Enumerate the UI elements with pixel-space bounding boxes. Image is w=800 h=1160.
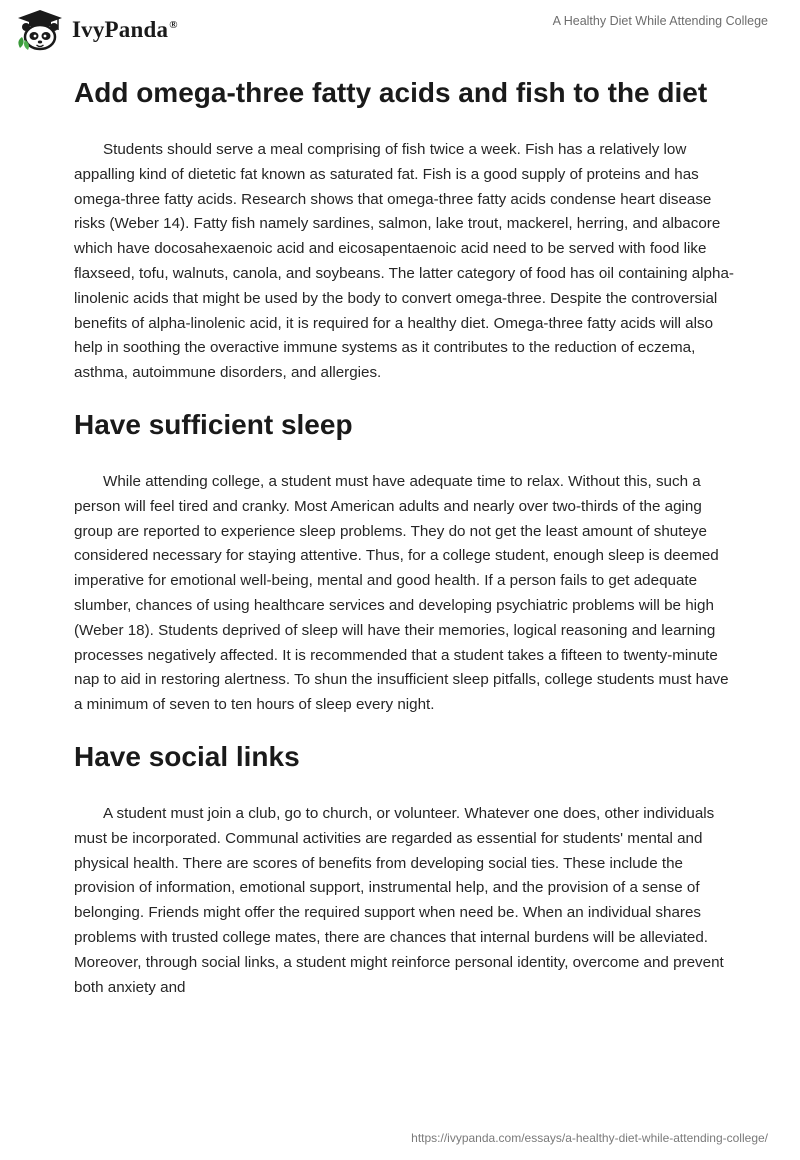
- page-header: [0, 0, 800, 64]
- brand-name: IvyPanda®: [72, 17, 178, 42]
- paragraph-sleep: While attending college, a student must have adequate time to relax. Without this, such a person will feel tired and cranky. Most American adults and nearly over two-thirds of the aging group are reported to experience sleep problems. They do not get the least amount of shuteye considered necessary for staying attentive. Thus, for a college student, enough sleep is deemed imperative for emotional well-being, mental and good health. If a person fails to get adequate slumber, chances of using healthcare services and developing psychiatric problems will be high (Weber 18). Students deprived of sleep will have their memories, logical reasoning and learning processes negatively affected. It is recommended that a student takes a fifteen to twenty-minute nap to aid in restoring alertness. To shun the insufficient sleep pitfalls, college students must have a minimum of seven to ten hours of sleep every night.: [74, 472, 729, 714]
- paragraph-omega-three: Students should serve a meal comprising of fish twice a week. Fish has a relatively low appalling kind of dietetic fat known as saturated fat. Fish is a good supply of proteins and has omega-three fatty acids. Research shows that omega-three fatty acids condense heart disease risks (Weber 14). Fatty fish namely sardines, salmon, lake trout, mackerel, herring, and albacore which have docosahexaenoic acid and eicosapentaenoic acid need to be served with food like flaxseed, tofu, walnuts, canola, and soybeans. The latter category of food has oil containing alpha-linolenic acids that might be used by the body to convert omega-three. Despite the controversial benefits of alpha-linolenic acid, it is required for a healthy diet. Omega-three fatty acids will also help in soothing the overactive immune systems as it contributes to the reduction of eczema, asthma, autoimmune disorders, and allergies.: [74, 141, 734, 382]
- panda-graduate-icon: [14, 8, 66, 52]
- document-title: A Healthy Diet While Attending College: [552, 14, 768, 28]
- section-heading-omega-three: Add omega-three fatty acids and fish to the diet: [74, 77, 708, 108]
- ivypanda-logo[interactable]: [14, 8, 178, 52]
- section-heading-sleep: Have sufficient sleep: [74, 408, 353, 440]
- essay-body: [74, 72, 734, 1000]
- source-url[interactable]: https://ivypanda.com/essays/a-healthy-diet-while-attending-college/: [411, 1131, 768, 1145]
- section-heading-social-links: Have social links: [74, 740, 300, 772]
- paragraph-social-links: A student must join a club, go to church, or volunteer. Whatever one does, other individuals must be incorporated. Communal activities are regarded as essential for students' mental and physical health. There are scores of benefits from developing social ties. These include the provision of information, emotional support, instrumental help, and the provision of a sense of belonging. Friends might offer the required support when need be. When an individual shares problems with trusted college mates, there are chances that internal burdens will be alleviated. Moreover, through social links, a student might reinforce personal identity, overcome and prevent both anxiety and: [74, 804, 724, 996]
- registered-mark: ®: [169, 19, 178, 32]
